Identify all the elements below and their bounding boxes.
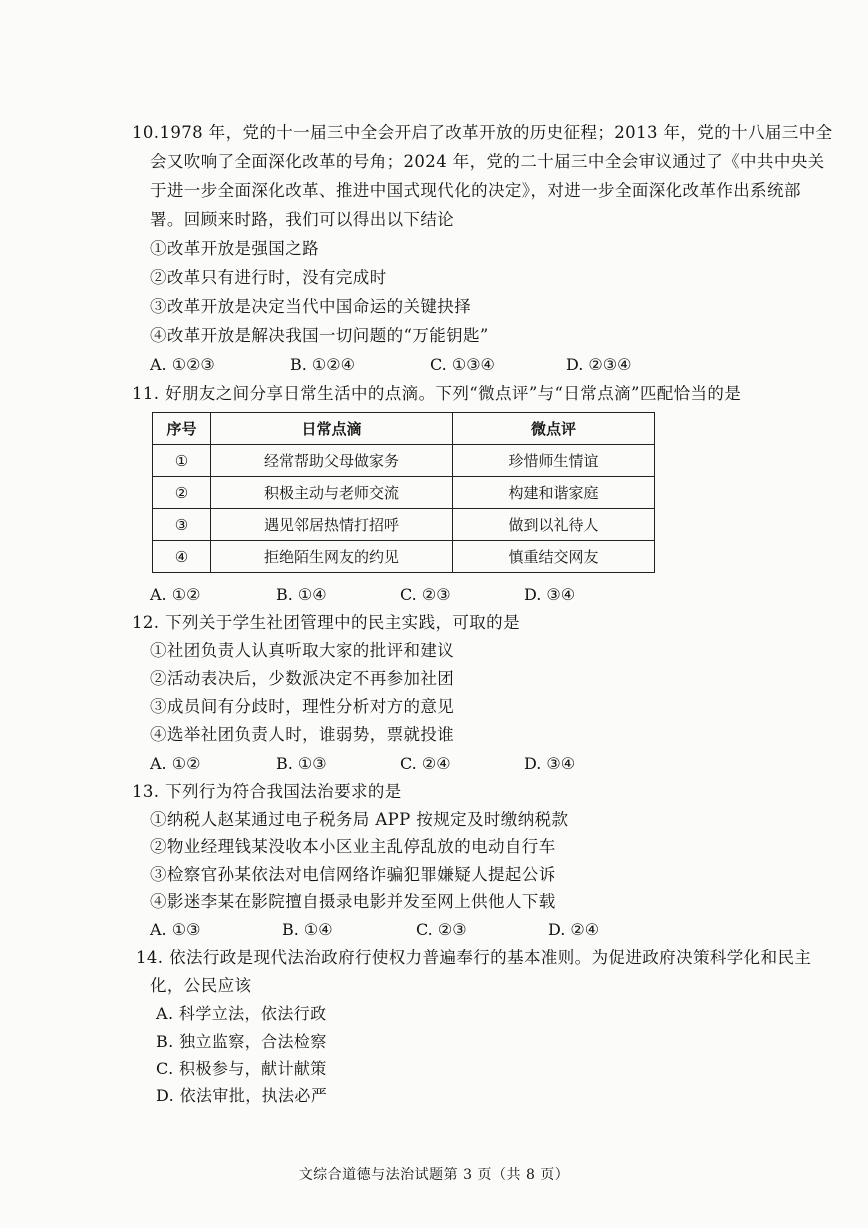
table-cell: 积极主动与老师交流 (211, 477, 453, 509)
q12-option-a: A. ①② (150, 754, 201, 773)
q12-item-4: ④选举社团负责人时，谁弱势，票就投谁 (150, 725, 455, 744)
q10-stem-line-2: 会又吹响了全面深化改革的号角；2024 年，党的二十届三中全会审议通过了《中共中央关 (150, 152, 825, 171)
q11-option-d: D. ③④ (524, 585, 576, 604)
q11-stem: 11. 好朋友之间分享日常生活中的点滴。下列“微点评”与“日常点滴”匹配恰当的是 (132, 384, 742, 403)
q13-item-3: ③检察官孙某依法对电信网络诈骗犯罪嫌疑人提起公诉 (150, 865, 556, 884)
q13-item-2: ②物业经理钱某没收本小区业主乱停乱放的电动自行车 (150, 837, 556, 856)
table-row (153, 509, 655, 541)
table-cell: 构建和谐家庭 (453, 477, 655, 509)
q14-stem-line-2: 化，公民应该 (150, 976, 252, 995)
table-cell: 做到以礼待人 (453, 509, 655, 541)
q10-stem-line-4: 署。回顾来时路，我们可以得出以下结论 (150, 210, 455, 229)
q14-stem-line-1: 14. 依法行政是现代法治政府行使权力普遍奉行的基本准则。为促进政府决策科学化和民主 (136, 948, 812, 967)
table-cell: 慎重结交网友 (453, 541, 655, 573)
q10-item-2: ②改革只有进行时，没有完成时 (150, 268, 387, 287)
q11-option-b: B. ①④ (276, 585, 327, 604)
q10-option-c: C. ①③④ (430, 355, 495, 374)
table-cell: ① (153, 445, 211, 477)
q13-stem: 13. 下列行为符合我国法治要求的是 (132, 782, 402, 801)
q13-option-d: D. ②④ (548, 920, 600, 939)
q12-item-3: ③成员间有分歧时，理性分析对方的意见 (150, 697, 455, 716)
q14-option-b: B. 独立监察，合法检察 (156, 1032, 327, 1051)
q12-option-c: C. ②④ (400, 754, 451, 773)
table-cell: 珍惜师生情谊 (453, 445, 655, 477)
table-row (153, 477, 655, 509)
q10-stem-line-3: 于进一步全面深化改革、推进中国式现代化的决定》，对进一步全面深化改革作出系统部 (150, 181, 801, 200)
table-header-cell: 序号 (153, 413, 211, 445)
q14-option-c: C. 积极参与，献计献策 (156, 1059, 327, 1078)
q12-item-1: ①社团负责人认真听取大家的批评和建议 (150, 641, 455, 660)
q10-item-1: ①改革开放是强国之路 (150, 239, 319, 258)
table-header-cell: 微点评 (453, 413, 655, 445)
table-cell: ④ (153, 541, 211, 573)
q14-option-d: D. 依法审批，执法必严 (156, 1086, 328, 1105)
q10-item-4: ④改革开放是解决我国一切问题的“万能钥匙” (150, 326, 489, 345)
q13-option-a: A. ①③ (150, 920, 201, 939)
q11-option-c: C. ②③ (400, 585, 451, 604)
table-row (153, 541, 655, 573)
q12-stem: 12. 下列关于学生社团管理中的民主实践，可取的是 (132, 613, 520, 632)
page-footer: 文综合道德与法治试题第 3 页（共 8 页） (298, 1167, 570, 1183)
q10-option-b: B. ①②④ (290, 355, 355, 374)
q12-item-2: ②活动表决后，少数派决定不再参加社团 (150, 669, 455, 688)
table-cell: ③ (153, 509, 211, 541)
q12-option-b: B. ①③ (276, 754, 327, 773)
table-header-row (153, 413, 655, 445)
q10-item-3: ③改革开放是决定当代中国命运的关键抉择 (150, 297, 472, 316)
q13-option-b: B. ①④ (282, 920, 333, 939)
q10-option-a: A. ①②③ (150, 355, 215, 374)
q10-stem-line-1: 10.1978 年，党的十一届三中全会开启了改革开放的历史征程；2013 年，党的十八届三中全 (132, 123, 833, 142)
q12-option-d: D. ③④ (524, 754, 576, 773)
q13-item-1: ①纳税人赵某通过电子税务局 APP 按规定及时缴纳税款 (150, 810, 569, 829)
table-cell: ② (153, 477, 211, 509)
table-cell: 经常帮助父母做家务 (211, 445, 453, 477)
q10-option-d: D. ②③④ (566, 355, 632, 374)
q14-option-a: A. 科学立法，依法行政 (156, 1004, 327, 1023)
table-cell: 遇见邻居热情打招呼 (211, 509, 453, 541)
table-header-cell: 日常点滴 (211, 413, 453, 445)
q11-table (152, 412, 655, 573)
q13-option-c: C. ②③ (416, 920, 467, 939)
table-row (153, 445, 655, 477)
q13-item-4: ④影迷李某在影院擅自摄录电影并发至网上供他人下载 (150, 892, 556, 911)
table-cell: 拒绝陌生网友的约见 (211, 541, 453, 573)
q11-option-a: A. ①② (150, 585, 201, 604)
